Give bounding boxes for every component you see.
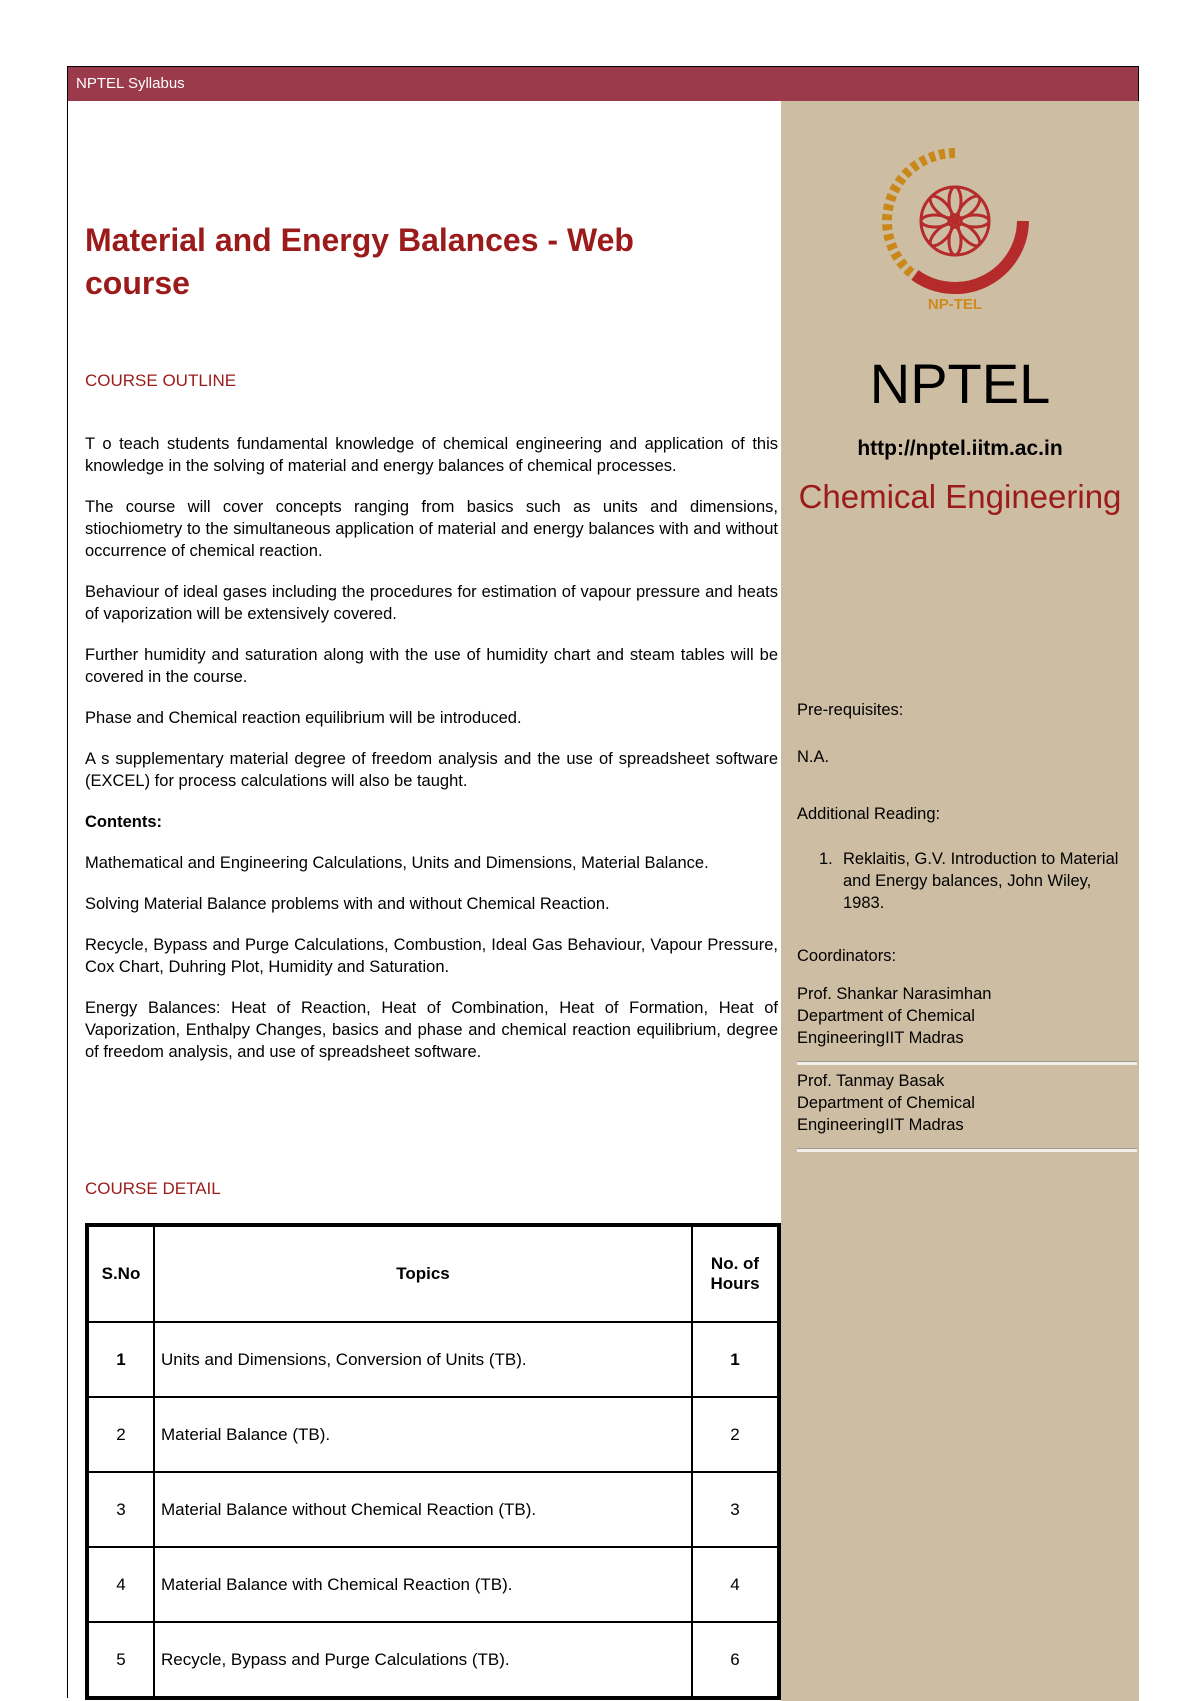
prereq-label: Pre-requisites: — [797, 701, 904, 719]
row-hours: 3 — [692, 1472, 778, 1547]
reading-number: 1. — [819, 850, 833, 868]
table-row — [88, 1322, 778, 1397]
row-sno: 2 — [88, 1397, 154, 1472]
contents-paragraph: Mathematical and Engineering Calculations, Units and Dimensions, Material Balance. — [85, 854, 709, 872]
reading-label: Additional Reading: — [797, 805, 941, 823]
nptel-url[interactable]: http://nptel.iitm.ac.in — [857, 437, 1063, 460]
row-hours: 2 — [692, 1397, 778, 1472]
sidebar — [781, 101, 1139, 1701]
department-name: Chemical Engineering — [798, 478, 1122, 515]
row-hours: 1 — [692, 1322, 778, 1397]
row-sno: 5 — [88, 1622, 154, 1697]
outline-paragraph: T o teach students fundamental knowledge of chemical engineering and application of this knowledge in the solving of material and energy balances of chemical processes. — [85, 435, 778, 475]
course-outline-heading: COURSE OUTLINE — [85, 371, 237, 390]
outline-paragraph: A s supplementary material degree of freedom analysis and the use of spreadsheet software (EXCEL) for process calculations will also be taught. — [85, 750, 778, 790]
outline-paragraph: Behaviour of ideal gases including the procedures for estimation of vapour pressure and heats of vaporization will be extensively covered. — [85, 583, 778, 623]
logo-text: NP-TEL — [927, 296, 983, 313]
course-title: Material and Energy Balances - Web course — [85, 222, 634, 301]
table-row — [88, 1547, 778, 1622]
row-topic: Material Balance without Chemical Reaction (TB). — [154, 1472, 692, 1547]
coordinator-dept: Department of Chemical EngineeringIIT Madras — [797, 1094, 975, 1134]
table-row — [88, 1622, 778, 1697]
sno-header: S.No — [88, 1226, 154, 1322]
row-hours: 4 — [692, 1547, 778, 1622]
nptel-logo-icon — [875, 143, 1035, 313]
row-sno: 4 — [88, 1547, 154, 1622]
row-sno: 1 — [88, 1322, 154, 1397]
nptel-brand: NPTEL — [869, 352, 1051, 415]
contents-paragraph: Recycle, Bypass and Purge Calculations, Combustion, Ideal Gas Behaviour, Vapour Pressure, Cox Chart, Duhring Plot, Humidity and Saturation. — [85, 936, 778, 976]
contents-paragraph: Solving Material Balance problems with and without Chemical Reaction. — [85, 895, 610, 913]
coordinator-dept: Department of Chemical EngineeringIIT Madras — [797, 1007, 975, 1047]
contents-label: Contents: — [85, 813, 162, 831]
coordinator-name: Prof. Tanmay Basak — [797, 1072, 945, 1090]
row-hours: 6 — [692, 1622, 778, 1697]
course-detail-heading: COURSE DETAIL — [85, 1179, 221, 1198]
coordinator-name: Prof. Shankar Narasimhan — [797, 985, 992, 1003]
row-topic: Units and Dimensions, Conversion of Units (TB). — [154, 1322, 692, 1397]
outline-paragraph: Further humidity and saturation along with the use of humidity chart and steam tables will be covered in the course. — [85, 646, 778, 686]
divider — [797, 1061, 1137, 1065]
row-topic: Material Balance with Chemical Reaction (TB). — [154, 1547, 692, 1622]
course-body — [85, 433, 778, 1082]
prereq-value: N.A. — [797, 748, 830, 766]
outline-paragraph: The course will cover concepts ranging from basics such as units and dimensions, stiochiometry to the simultaneous application of material and energy balances with and without occurrence of chemical reaction. — [85, 498, 778, 560]
course-detail-table — [85, 1223, 781, 1700]
reading-item: Reklaitis, G.V. Introduction to Material and Energy balances, John Wiley, 1983. — [843, 850, 1119, 912]
topics-header: Topics — [154, 1226, 692, 1322]
hours-header: No. of Hours — [692, 1226, 778, 1322]
row-sno: 3 — [88, 1472, 154, 1547]
page-frame — [67, 66, 1139, 1698]
table-header-row — [88, 1226, 778, 1322]
row-topic: Recycle, Bypass and Purge Calculations (TB). — [154, 1622, 692, 1697]
divider — [797, 1148, 1137, 1152]
coordinators-label: Coordinators: — [797, 947, 897, 965]
header-banner: NPTEL Syllabus — [68, 67, 1138, 101]
table-row — [88, 1397, 778, 1472]
row-topic: Material Balance (TB). — [154, 1397, 692, 1472]
table-row — [88, 1472, 778, 1547]
contents-paragraph: Energy Balances: Heat of Reaction, Heat of Combination, Heat of Formation, Heat of Vaporization, Enthalpy Changes, basics and phase and chemical reaction equilibrium, degree of freedom analysis, and use of spreadsheet software. — [85, 999, 778, 1061]
outline-paragraph: Phase and Chemical reaction equilibrium will be introduced. — [85, 709, 522, 727]
